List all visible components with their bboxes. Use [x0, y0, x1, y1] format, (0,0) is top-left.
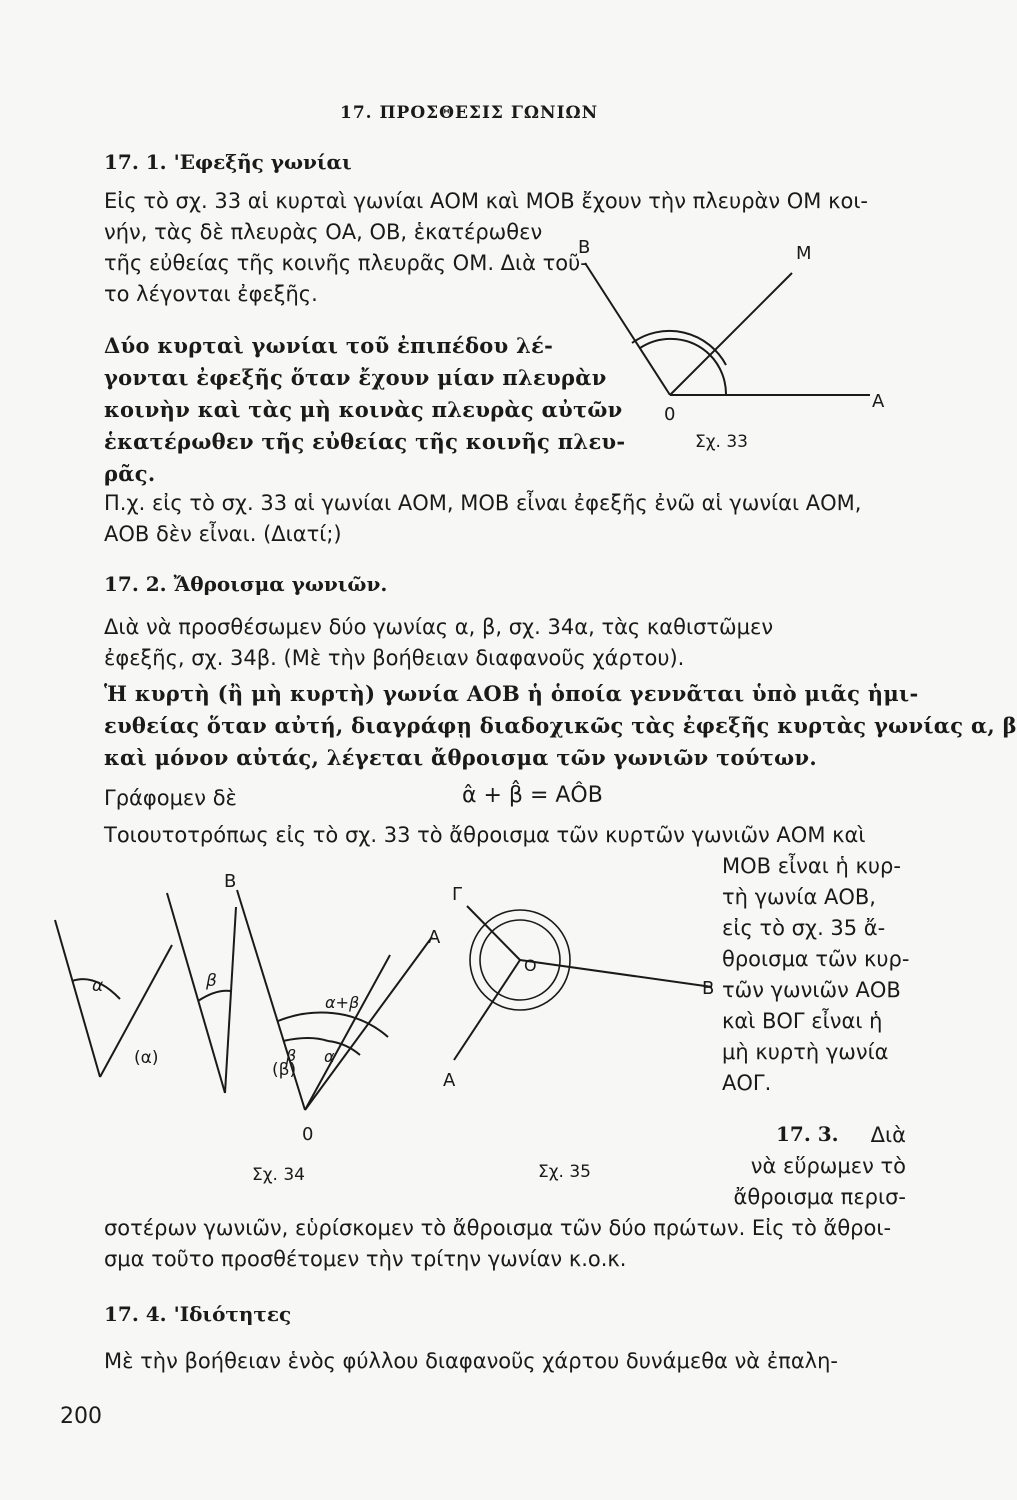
beta-arc	[198, 991, 231, 1001]
label-a-plus-b: α+β	[325, 993, 360, 1012]
label-b: Β	[702, 978, 715, 999]
text-line: ΜΟΒ εἶναι ἡ κυρ-	[722, 854, 901, 878]
text-line: εἰς τὸ σχ. 35 ἄ-	[722, 916, 886, 940]
text-line: το λέγονται ἐφεξῆς.	[104, 282, 318, 306]
text-line: σμα τοῦτο προσθέτομεν τὴν τρίτην γωνίαν κ.ο.κ.	[104, 1247, 627, 1271]
figure-35	[440, 880, 725, 1190]
text-line: ευθείας ὅταν αὐτή, διαγράφῃ διαδοχικῶς τὰς ἐφεξῆς κυρτὰς γωνίας α, β	[104, 713, 1017, 738]
ray-ob	[585, 263, 670, 395]
label-g: Γ	[452, 884, 463, 905]
label-a: Α	[443, 1070, 456, 1091]
s4-paragraph: Μὲ τὴν βοήθειαν ἑνὸς φύλλου διαφανοῦς χάρτου δυνάμεθα νὰ ἐπαλη-	[104, 1349, 838, 1373]
s3-continuation	[104, 1213, 891, 1275]
ray-oa	[454, 960, 520, 1060]
caption-fig35: Σχ. 35	[538, 1162, 592, 1182]
section-heading-17-1: 17. 1. 'Εφεξῆς γωνίαι	[104, 150, 352, 174]
figure-33	[560, 225, 900, 465]
paragraph-sum	[104, 612, 773, 674]
definition-sum	[104, 678, 1017, 774]
text-line: Διὰ	[870, 1123, 906, 1147]
mark-alpha: α	[92, 976, 104, 996]
figure-34	[40, 865, 463, 1195]
text-line: ἐφεξῆς, σχ. 34β. (Μὲ τὴν βοήθειαν διαφανοῦς χάρτου).	[104, 646, 685, 670]
text-line: τὴ γωνία ΑΟΒ,	[722, 885, 876, 909]
label-o: Ο	[524, 956, 537, 975]
arc-mob	[640, 339, 710, 355]
label-m: Μ	[796, 243, 812, 264]
label-o: 0	[302, 1124, 314, 1145]
ray-ob	[520, 960, 712, 987]
text-line: καὶ ΒΟΓ εἶναι ἡ	[722, 1009, 883, 1033]
beta-ray-2	[225, 907, 236, 1093]
alpha-ray-1	[55, 920, 100, 1077]
paragraph-example-sum: Τοιουτοτρόπως εἰς τὸ σχ. 33 τὸ ἄθροισμα τῶν κυρτῶν γωνιῶν ΑΟΜ καὶ	[104, 823, 866, 847]
text-line: Διὰ νὰ προσθέσωμεν δύο γωνίας α, β, σχ. 34α, τὰς καθιστῶμεν	[104, 615, 774, 639]
example-paragraph	[104, 488, 861, 550]
label-a: Α	[872, 391, 885, 412]
label-b: Β	[578, 237, 591, 258]
section-heading-17-4: 17. 4. 'Ιδιότητες	[104, 1302, 292, 1326]
text-line: κοινὴν καὶ τὰς μὴ κοινὰς πλευρὰς αὐτῶν	[104, 397, 623, 422]
text-line: Π.χ. εἰς τὸ σχ. 33 αἱ γωνίαι ΑΟΜ, ΜΟΒ εἶναι ἐφεξῆς ἐνῶ αἱ γωνίαι ΑΟΜ,	[104, 491, 862, 515]
section-heading-17-3: 17. 3.	[776, 1122, 839, 1146]
write-label: Γράφομεν δὲ	[104, 786, 237, 810]
text-line: ΑΟΒ δὲν εἶναι. (Διατί;)	[104, 522, 342, 546]
definition-adjacent	[104, 330, 625, 490]
text-line: θροισμα τῶν κυρ-	[722, 947, 910, 971]
text-line: ἑκατέρωθεν τῆς εὐθείας τῆς κοινῆς πλευ-	[104, 429, 626, 454]
ray-og	[467, 906, 520, 960]
label-a: Α	[428, 927, 441, 948]
caption-fig34: Σχ. 34	[252, 1165, 306, 1185]
text-line: Δύο κυρταὶ γωνίαι τοῦ ἐπιπέδου λέ-	[104, 333, 554, 358]
text-line: Ἡ κυρτὴ (ἢ μὴ κυρτὴ) γωνία ΑΟΒ ἡ ὁποία γεννᾶται ὑπὸ μιᾶς ἡμι-	[104, 681, 919, 706]
text-line: γονται ἐφεξῆς ὅταν ἔχουν μίαν πλευρὰν	[104, 365, 607, 390]
section-heading-17-2: 17. 2. Ἄθροισμα γωνιῶν.	[104, 572, 388, 596]
text-line: σοτέρων γωνιῶν, εὑρίσκομεν τὸ ἄθροισμα τῶν δύο πρώτων. Εἰς τὸ ἄθροι-	[104, 1216, 892, 1240]
label-b: Β	[224, 871, 237, 892]
page-number: 200	[60, 1404, 102, 1429]
s3-side-text	[722, 1120, 906, 1213]
text-line: τῶν γωνιῶν ΑΟΒ	[722, 978, 901, 1002]
text-line: νήν, τὰς δὲ πλευρὰς ΟΑ, ΟΒ, ἑκατέρωθεν	[104, 220, 543, 244]
chapter-title: 17. ΠΡΟΣΘΕΣΙΣ ΓΩΝΙΩΝ	[340, 103, 599, 123]
text-line: ΑΟΓ.	[722, 1071, 772, 1095]
sum-formula: α̂ + β̂ = ΑÔΒ	[462, 783, 603, 808]
label-beta-in: β	[286, 1046, 297, 1065]
mark-beta: β	[206, 971, 217, 991]
arc-aob-outer	[632, 331, 726, 365]
label-alpha-sub: (α)	[134, 1048, 159, 1068]
side-column-text	[722, 851, 909, 1099]
caption-fig33: Σχ. 33	[695, 432, 749, 452]
sum-arc-outer	[278, 1013, 388, 1037]
text-line: μὴ κυρτὴ γωνία	[722, 1040, 889, 1064]
text-line: νὰ εὕρωμεν τὸ	[750, 1154, 906, 1178]
text-line: Εἰς τὸ σχ. 33 αἱ κυρταὶ γωνίαι ΑΟΜ καὶ ΜΟΒ ἔχουν τὴν πλευρὰν ΟΜ κοι-	[104, 189, 868, 213]
label-alpha-in: α	[324, 1047, 335, 1066]
sum-ray-middle	[305, 955, 390, 1110]
label-o: 0	[664, 404, 676, 425]
text-line: ἄθροισμα περισ-	[733, 1185, 906, 1209]
sum-arc-beta	[283, 1038, 328, 1041]
text-line: τῆς εὐθείας τῆς κοινῆς πλευρᾶς ΟΜ. Διὰ τοῦ-	[104, 251, 588, 275]
label-beta-sub: (β)	[272, 1060, 297, 1080]
text-line: ρᾶς.	[104, 461, 156, 486]
text-line: καὶ μόνον αὐτάς, λέγεται ἄθροισμα τῶν γωνιῶν τούτων.	[104, 745, 817, 770]
